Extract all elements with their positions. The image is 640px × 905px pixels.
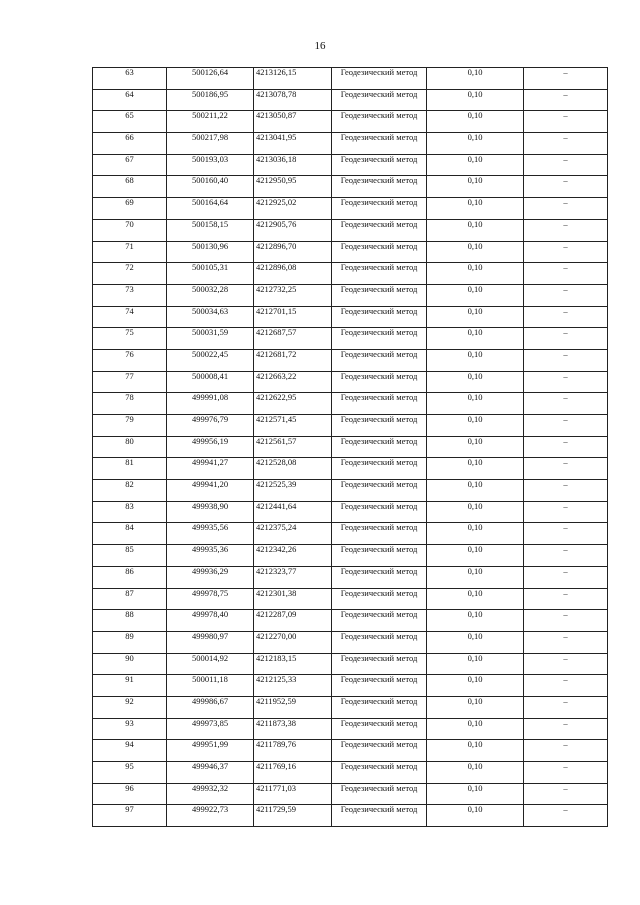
note-cell: –: [524, 675, 608, 697]
note-cell: –: [524, 415, 608, 437]
table-row: [93, 371, 608, 393]
note-cell: –: [524, 783, 608, 805]
method-cell: Геодезический метод: [332, 89, 427, 111]
note-cell: –: [524, 198, 608, 220]
table-row: [93, 133, 608, 155]
y-coordinate-cell: 4212622,95: [254, 393, 332, 415]
note-cell: –: [524, 566, 608, 588]
table-row: [93, 349, 608, 371]
point-number-cell: 77: [93, 371, 167, 393]
table-row: [93, 696, 608, 718]
y-coordinate-cell: 4213041,95: [254, 133, 332, 155]
x-coordinate-cell: 500158,15: [167, 219, 254, 241]
point-number-cell: 91: [93, 675, 167, 697]
y-coordinate-cell: 4211873,38: [254, 718, 332, 740]
y-coordinate-cell: 4212663,22: [254, 371, 332, 393]
x-coordinate-cell: 499986,67: [167, 696, 254, 718]
accuracy-cell: 0,10: [427, 631, 524, 653]
y-coordinate-cell: 4211789,76: [254, 740, 332, 762]
note-cell: –: [524, 610, 608, 632]
y-coordinate-cell: 4212732,25: [254, 284, 332, 306]
accuracy-cell: 0,10: [427, 415, 524, 437]
method-cell: Геодезический метод: [332, 740, 427, 762]
accuracy-cell: 0,10: [427, 523, 524, 545]
accuracy-cell: 0,10: [427, 328, 524, 350]
note-cell: –: [524, 588, 608, 610]
note-cell: –: [524, 371, 608, 393]
note-cell: –: [524, 458, 608, 480]
accuracy-cell: 0,10: [427, 154, 524, 176]
method-cell: Геодезический метод: [332, 653, 427, 675]
accuracy-cell: 0,10: [427, 458, 524, 480]
y-coordinate-cell: 4211769,16: [254, 762, 332, 784]
note-cell: –: [524, 501, 608, 523]
note-cell: –: [524, 545, 608, 567]
note-cell: –: [524, 111, 608, 133]
note-cell: –: [524, 523, 608, 545]
method-cell: Геодезический метод: [332, 436, 427, 458]
point-number-cell: 88: [93, 610, 167, 632]
table-row: [93, 219, 608, 241]
method-cell: Геодезический метод: [332, 501, 427, 523]
method-cell: Геодезический метод: [332, 480, 427, 502]
point-number-cell: 85: [93, 545, 167, 567]
method-cell: Геодезический метод: [332, 393, 427, 415]
x-coordinate-cell: 500217,98: [167, 133, 254, 155]
x-coordinate-cell: 499980,97: [167, 631, 254, 653]
x-coordinate-cell: 499936,29: [167, 566, 254, 588]
x-coordinate-cell: 500160,40: [167, 176, 254, 198]
accuracy-cell: 0,10: [427, 610, 524, 632]
point-number-cell: 64: [93, 89, 167, 111]
x-coordinate-cell: 499935,36: [167, 545, 254, 567]
accuracy-cell: 0,10: [427, 241, 524, 263]
accuracy-cell: 0,10: [427, 306, 524, 328]
table-row: [93, 783, 608, 805]
page-number: 16: [314, 40, 326, 52]
table-row: [93, 762, 608, 784]
point-number-cell: 76: [93, 349, 167, 371]
accuracy-cell: 0,10: [427, 566, 524, 588]
table-row: [93, 653, 608, 675]
y-coordinate-cell: 4212896,70: [254, 241, 332, 263]
method-cell: Геодезический метод: [332, 263, 427, 285]
y-coordinate-cell: 4212905,76: [254, 219, 332, 241]
point-number-cell: 72: [93, 263, 167, 285]
method-cell: Геодезический метод: [332, 805, 427, 827]
accuracy-cell: 0,10: [427, 393, 524, 415]
y-coordinate-cell: 4212571,45: [254, 415, 332, 437]
note-cell: –: [524, 393, 608, 415]
y-coordinate-cell: 4213036,18: [254, 154, 332, 176]
point-number-cell: 90: [93, 653, 167, 675]
x-coordinate-cell: 499938,90: [167, 501, 254, 523]
x-coordinate-cell: 500130,96: [167, 241, 254, 263]
y-coordinate-cell: 4211729,59: [254, 805, 332, 827]
y-coordinate-cell: 4212183,15: [254, 653, 332, 675]
method-cell: Геодезический метод: [332, 284, 427, 306]
table-row: [93, 566, 608, 588]
x-coordinate-cell: 499946,37: [167, 762, 254, 784]
method-cell: Геодезический метод: [332, 631, 427, 653]
note-cell: –: [524, 631, 608, 653]
note-cell: –: [524, 349, 608, 371]
x-coordinate-cell: 500164,64: [167, 198, 254, 220]
point-number-cell: 86: [93, 566, 167, 588]
accuracy-cell: 0,10: [427, 762, 524, 784]
y-coordinate-cell: 4212701,15: [254, 306, 332, 328]
point-number-cell: 84: [93, 523, 167, 545]
accuracy-cell: 0,10: [427, 219, 524, 241]
point-number-cell: 65: [93, 111, 167, 133]
table-row: [93, 523, 608, 545]
method-cell: Геодезический метод: [332, 241, 427, 263]
table-row: [93, 284, 608, 306]
method-cell: Геодезический метод: [332, 219, 427, 241]
method-cell: Геодезический метод: [332, 762, 427, 784]
method-cell: Геодезический метод: [332, 675, 427, 697]
table-row: [93, 393, 608, 415]
x-coordinate-cell: 499956,19: [167, 436, 254, 458]
point-number-cell: 97: [93, 805, 167, 827]
note-cell: –: [524, 263, 608, 285]
y-coordinate-cell: 4213078,78: [254, 89, 332, 111]
accuracy-cell: 0,10: [427, 349, 524, 371]
y-coordinate-cell: 4213126,15: [254, 68, 332, 90]
point-number-cell: 80: [93, 436, 167, 458]
x-coordinate-cell: 499976,79: [167, 415, 254, 437]
y-coordinate-cell: 4213050,87: [254, 111, 332, 133]
table-row: [93, 588, 608, 610]
table-row: [93, 740, 608, 762]
accuracy-cell: 0,10: [427, 176, 524, 198]
accuracy-cell: 0,10: [427, 718, 524, 740]
x-coordinate-cell: 499951,99: [167, 740, 254, 762]
accuracy-cell: 0,10: [427, 284, 524, 306]
accuracy-cell: 0,10: [427, 371, 524, 393]
y-coordinate-cell: 4212125,33: [254, 675, 332, 697]
point-number-cell: 79: [93, 415, 167, 437]
x-coordinate-cell: 500014,92: [167, 653, 254, 675]
x-coordinate-cell: 500186,95: [167, 89, 254, 111]
x-coordinate-cell: 500011,18: [167, 675, 254, 697]
accuracy-cell: 0,10: [427, 480, 524, 502]
method-cell: Геодезический метод: [332, 371, 427, 393]
point-number-cell: 94: [93, 740, 167, 762]
x-coordinate-cell: 500193,03: [167, 154, 254, 176]
point-number-cell: 67: [93, 154, 167, 176]
note-cell: –: [524, 653, 608, 675]
method-cell: Геодезический метод: [332, 198, 427, 220]
note-cell: –: [524, 762, 608, 784]
accuracy-cell: 0,10: [427, 89, 524, 111]
method-cell: Геодезический метод: [332, 415, 427, 437]
y-coordinate-cell: 4212342,26: [254, 545, 332, 567]
y-coordinate-cell: 4212561,57: [254, 436, 332, 458]
x-coordinate-cell: 499978,75: [167, 588, 254, 610]
method-cell: Геодезический метод: [332, 545, 427, 567]
y-coordinate-cell: 4212287,09: [254, 610, 332, 632]
point-number-cell: 93: [93, 718, 167, 740]
method-cell: Геодезический метод: [332, 111, 427, 133]
accuracy-cell: 0,10: [427, 111, 524, 133]
table-row: [93, 458, 608, 480]
note-cell: –: [524, 241, 608, 263]
x-coordinate-cell: 500034,63: [167, 306, 254, 328]
note-cell: –: [524, 306, 608, 328]
accuracy-cell: 0,10: [427, 436, 524, 458]
point-number-cell: 87: [93, 588, 167, 610]
method-cell: Геодезический метод: [332, 588, 427, 610]
accuracy-cell: 0,10: [427, 501, 524, 523]
point-number-cell: 92: [93, 696, 167, 718]
note-cell: –: [524, 436, 608, 458]
accuracy-cell: 0,10: [427, 263, 524, 285]
x-coordinate-cell: 500105,31: [167, 263, 254, 285]
note-cell: –: [524, 219, 608, 241]
x-coordinate-cell: 499941,27: [167, 458, 254, 480]
note-cell: –: [524, 740, 608, 762]
point-number-cell: 70: [93, 219, 167, 241]
method-cell: Геодезический метод: [332, 523, 427, 545]
table-row: [93, 436, 608, 458]
accuracy-cell: 0,10: [427, 740, 524, 762]
accuracy-cell: 0,10: [427, 805, 524, 827]
table-row: [93, 545, 608, 567]
note-cell: –: [524, 68, 608, 90]
table-row: [93, 718, 608, 740]
point-number-cell: 73: [93, 284, 167, 306]
x-coordinate-cell: 499991,08: [167, 393, 254, 415]
x-coordinate-cell: 499935,56: [167, 523, 254, 545]
note-cell: –: [524, 805, 608, 827]
table-row: [93, 415, 608, 437]
x-coordinate-cell: 499922,73: [167, 805, 254, 827]
table-row: [93, 610, 608, 632]
table-row: [93, 263, 608, 285]
point-number-cell: 75: [93, 328, 167, 350]
table-row: [93, 328, 608, 350]
note-cell: –: [524, 154, 608, 176]
method-cell: Геодезический метод: [332, 133, 427, 155]
x-coordinate-cell: 500008,41: [167, 371, 254, 393]
x-coordinate-cell: 500211,22: [167, 111, 254, 133]
y-coordinate-cell: 4212687,57: [254, 328, 332, 350]
method-cell: Геодезический метод: [332, 176, 427, 198]
y-coordinate-cell: 4211952,59: [254, 696, 332, 718]
table-row: [93, 89, 608, 111]
table-row: [93, 631, 608, 653]
accuracy-cell: 0,10: [427, 68, 524, 90]
y-coordinate-cell: 4212270,00: [254, 631, 332, 653]
accuracy-cell: 0,10: [427, 783, 524, 805]
point-number-cell: 74: [93, 306, 167, 328]
note-cell: –: [524, 284, 608, 306]
point-number-cell: 68: [93, 176, 167, 198]
note-cell: –: [524, 696, 608, 718]
point-number-cell: 63: [93, 68, 167, 90]
y-coordinate-cell: 4212301,38: [254, 588, 332, 610]
accuracy-cell: 0,10: [427, 198, 524, 220]
y-coordinate-cell: 4212441,64: [254, 501, 332, 523]
note-cell: –: [524, 133, 608, 155]
y-coordinate-cell: 4212896,08: [254, 263, 332, 285]
point-number-cell: 66: [93, 133, 167, 155]
table-row: [93, 176, 608, 198]
point-number-cell: 71: [93, 241, 167, 263]
method-cell: Геодезический метод: [332, 783, 427, 805]
point-number-cell: 83: [93, 501, 167, 523]
y-coordinate-cell: 4211771,03: [254, 783, 332, 805]
table-row: [93, 480, 608, 502]
y-coordinate-cell: 4212525,39: [254, 480, 332, 502]
y-coordinate-cell: 4212528,08: [254, 458, 332, 480]
point-number-cell: 81: [93, 458, 167, 480]
y-coordinate-cell: 4212681,72: [254, 349, 332, 371]
accuracy-cell: 0,10: [427, 675, 524, 697]
y-coordinate-cell: 4212950,95: [254, 176, 332, 198]
point-number-cell: 78: [93, 393, 167, 415]
y-coordinate-cell: 4212323,77: [254, 566, 332, 588]
point-number-cell: 96: [93, 783, 167, 805]
note-cell: –: [524, 480, 608, 502]
point-number-cell: 69: [93, 198, 167, 220]
method-cell: Геодезический метод: [332, 328, 427, 350]
table-row: [93, 241, 608, 263]
accuracy-cell: 0,10: [427, 588, 524, 610]
y-coordinate-cell: 4212375,24: [254, 523, 332, 545]
point-number-cell: 82: [93, 480, 167, 502]
accuracy-cell: 0,10: [427, 545, 524, 567]
coordinates-table: [92, 67, 608, 827]
accuracy-cell: 0,10: [427, 696, 524, 718]
note-cell: –: [524, 176, 608, 198]
x-coordinate-cell: 500022,45: [167, 349, 254, 371]
table-row: [93, 306, 608, 328]
accuracy-cell: 0,10: [427, 653, 524, 675]
x-coordinate-cell: 499932,32: [167, 783, 254, 805]
method-cell: Геодезический метод: [332, 718, 427, 740]
note-cell: –: [524, 89, 608, 111]
point-number-cell: 95: [93, 762, 167, 784]
table-row: [93, 805, 608, 827]
note-cell: –: [524, 328, 608, 350]
x-coordinate-cell: 499941,20: [167, 480, 254, 502]
note-cell: –: [524, 718, 608, 740]
method-cell: Геодезический метод: [332, 566, 427, 588]
method-cell: Геодезический метод: [332, 349, 427, 371]
x-coordinate-cell: 500126,64: [167, 68, 254, 90]
x-coordinate-cell: 500031,59: [167, 328, 254, 350]
table-row: [93, 154, 608, 176]
x-coordinate-cell: 500032,28: [167, 284, 254, 306]
point-number-cell: 89: [93, 631, 167, 653]
method-cell: Геодезический метод: [332, 696, 427, 718]
x-coordinate-cell: 499978,40: [167, 610, 254, 632]
x-coordinate-cell: 499973,85: [167, 718, 254, 740]
coordinates-table-body: [93, 68, 608, 827]
table-row: [93, 198, 608, 220]
table-row: [93, 111, 608, 133]
method-cell: Геодезический метод: [332, 306, 427, 328]
y-coordinate-cell: 4212925,02: [254, 198, 332, 220]
table-row: [93, 501, 608, 523]
method-cell: Геодезический метод: [332, 610, 427, 632]
accuracy-cell: 0,10: [427, 133, 524, 155]
method-cell: Геодезический метод: [332, 68, 427, 90]
method-cell: Геодезический метод: [332, 154, 427, 176]
table-row: [93, 68, 608, 90]
method-cell: Геодезический метод: [332, 458, 427, 480]
table-row: [93, 675, 608, 697]
